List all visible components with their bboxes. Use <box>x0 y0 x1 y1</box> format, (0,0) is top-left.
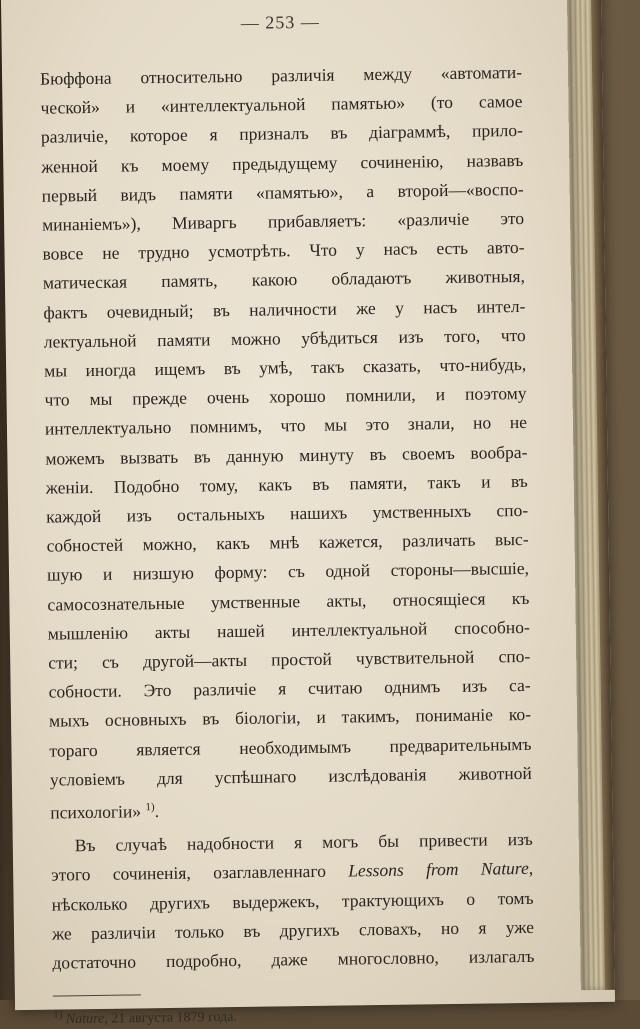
text-block <box>39 5 535 1028</box>
paragraph-line: Въ случаѣ надобности я могъ бы привести изъ <box>74 829 533 856</box>
paragraph-1 <box>40 58 533 828</box>
book-page <box>1 0 615 1028</box>
paragraph-line: мышленію акты нашей интеллектуальной способно- <box>47 616 530 644</box>
paragraph-line: нѣсколько другихъ выдержекъ, трактующихъ о томъ <box>51 887 534 915</box>
paragraph-line: женіи. Подобно тому, какъ въ памяти, такъ и въ <box>45 470 528 498</box>
footnote-journal: Nature <box>65 1011 105 1028</box>
paragraph-line: условіемъ для успѣшнаго изслѣдованія животной <box>49 762 532 790</box>
footnote-ref-mark: 1) <box>145 801 155 814</box>
paragraph-line: самосознательные умственные акты, относящіеся къ <box>47 587 530 615</box>
paragraph-line: этого сочиненія, озаглавленнаго Lessons from Nature, <box>51 858 534 885</box>
paragraph-line: шую и низшую форму: съ одной стороны—высшіе, <box>46 558 530 586</box>
paragraph-line: лектуальной памяти можно убѣдиться изъ того, что <box>43 324 526 352</box>
paragraph-line: Бюффона относительно различія между «автомати- <box>39 61 523 89</box>
paragraph-line: минаніемъ»), Миваргь прибавляетъ: «различіе это <box>41 207 525 235</box>
page-number: — 253 — <box>240 11 320 33</box>
paragraph-line: фактъ очевидный; въ наличности же у насъ интел- <box>43 295 526 323</box>
footnote-mark: 1) <box>53 1008 63 1021</box>
paragraph-line: сти; съ другой—акты простой чувствительной спо- <box>48 645 531 673</box>
paragraph-line: различіе, которое я призналъ въ діаграммѣ, прило- <box>40 120 523 148</box>
paragraph-line: же различіи только въ другихъ словахъ, но я уже <box>51 916 535 944</box>
paragraph-line: первый видъ памяти «памятью», а второй—«воспо- <box>41 178 524 206</box>
paragraph-line: матическая память, какою обладаютъ животныя, <box>42 266 526 294</box>
paragraph-2 <box>51 825 535 978</box>
paragraph-line: что мы прежде очень хорошо помнили, и поэтому <box>44 383 527 410</box>
footnote-text: , 21 августа 1879 года. <box>104 1009 237 1027</box>
paragraph-line: собностей можно, какъ мнѣ кажется, различать выс- <box>46 529 529 556</box>
paragraph-line: каждой изъ остальныхъ нашихъ умственныхъ спо- <box>46 499 529 527</box>
paragraph-line: женной къ моему предыдущему сочиненію, назвавъ <box>41 149 524 177</box>
paragraph-line: собности. Это различіе я считаю однимъ изъ са- <box>48 675 531 702</box>
paragraph-line: достаточно подробно, даже многословно, излагалъ <box>52 945 535 973</box>
footnote-divider <box>53 995 141 997</box>
paragraph-line: ческой» и «интеллектуальной памятью» (то самое <box>40 91 523 118</box>
paragraph-line: тораго является необходимымъ предварительнымъ <box>49 733 532 761</box>
paragraph-line: мы иногда ищемъ въ умѣ, такъ сказать, что-нибудь, <box>44 353 527 381</box>
paragraph-line: вовсе не трудно усмотрѣть. Что у насъ есть авто- <box>42 237 525 264</box>
book-title: Lessons from Nature <box>348 858 529 881</box>
paragraph-line: мыхъ основныхъ въ біологіи, и такимъ, пониманіе ко- <box>48 704 532 732</box>
paragraph-line: интеллектуально помнимъ, что мы это знали, но не <box>44 412 528 440</box>
paragraph-line: психологіи» $^{1)}$. <box>50 801 160 823</box>
footnote <box>53 1002 535 1028</box>
paragraph-line: можемъ вызвать въ данную минуту въ своемъ вообра- <box>45 441 528 469</box>
